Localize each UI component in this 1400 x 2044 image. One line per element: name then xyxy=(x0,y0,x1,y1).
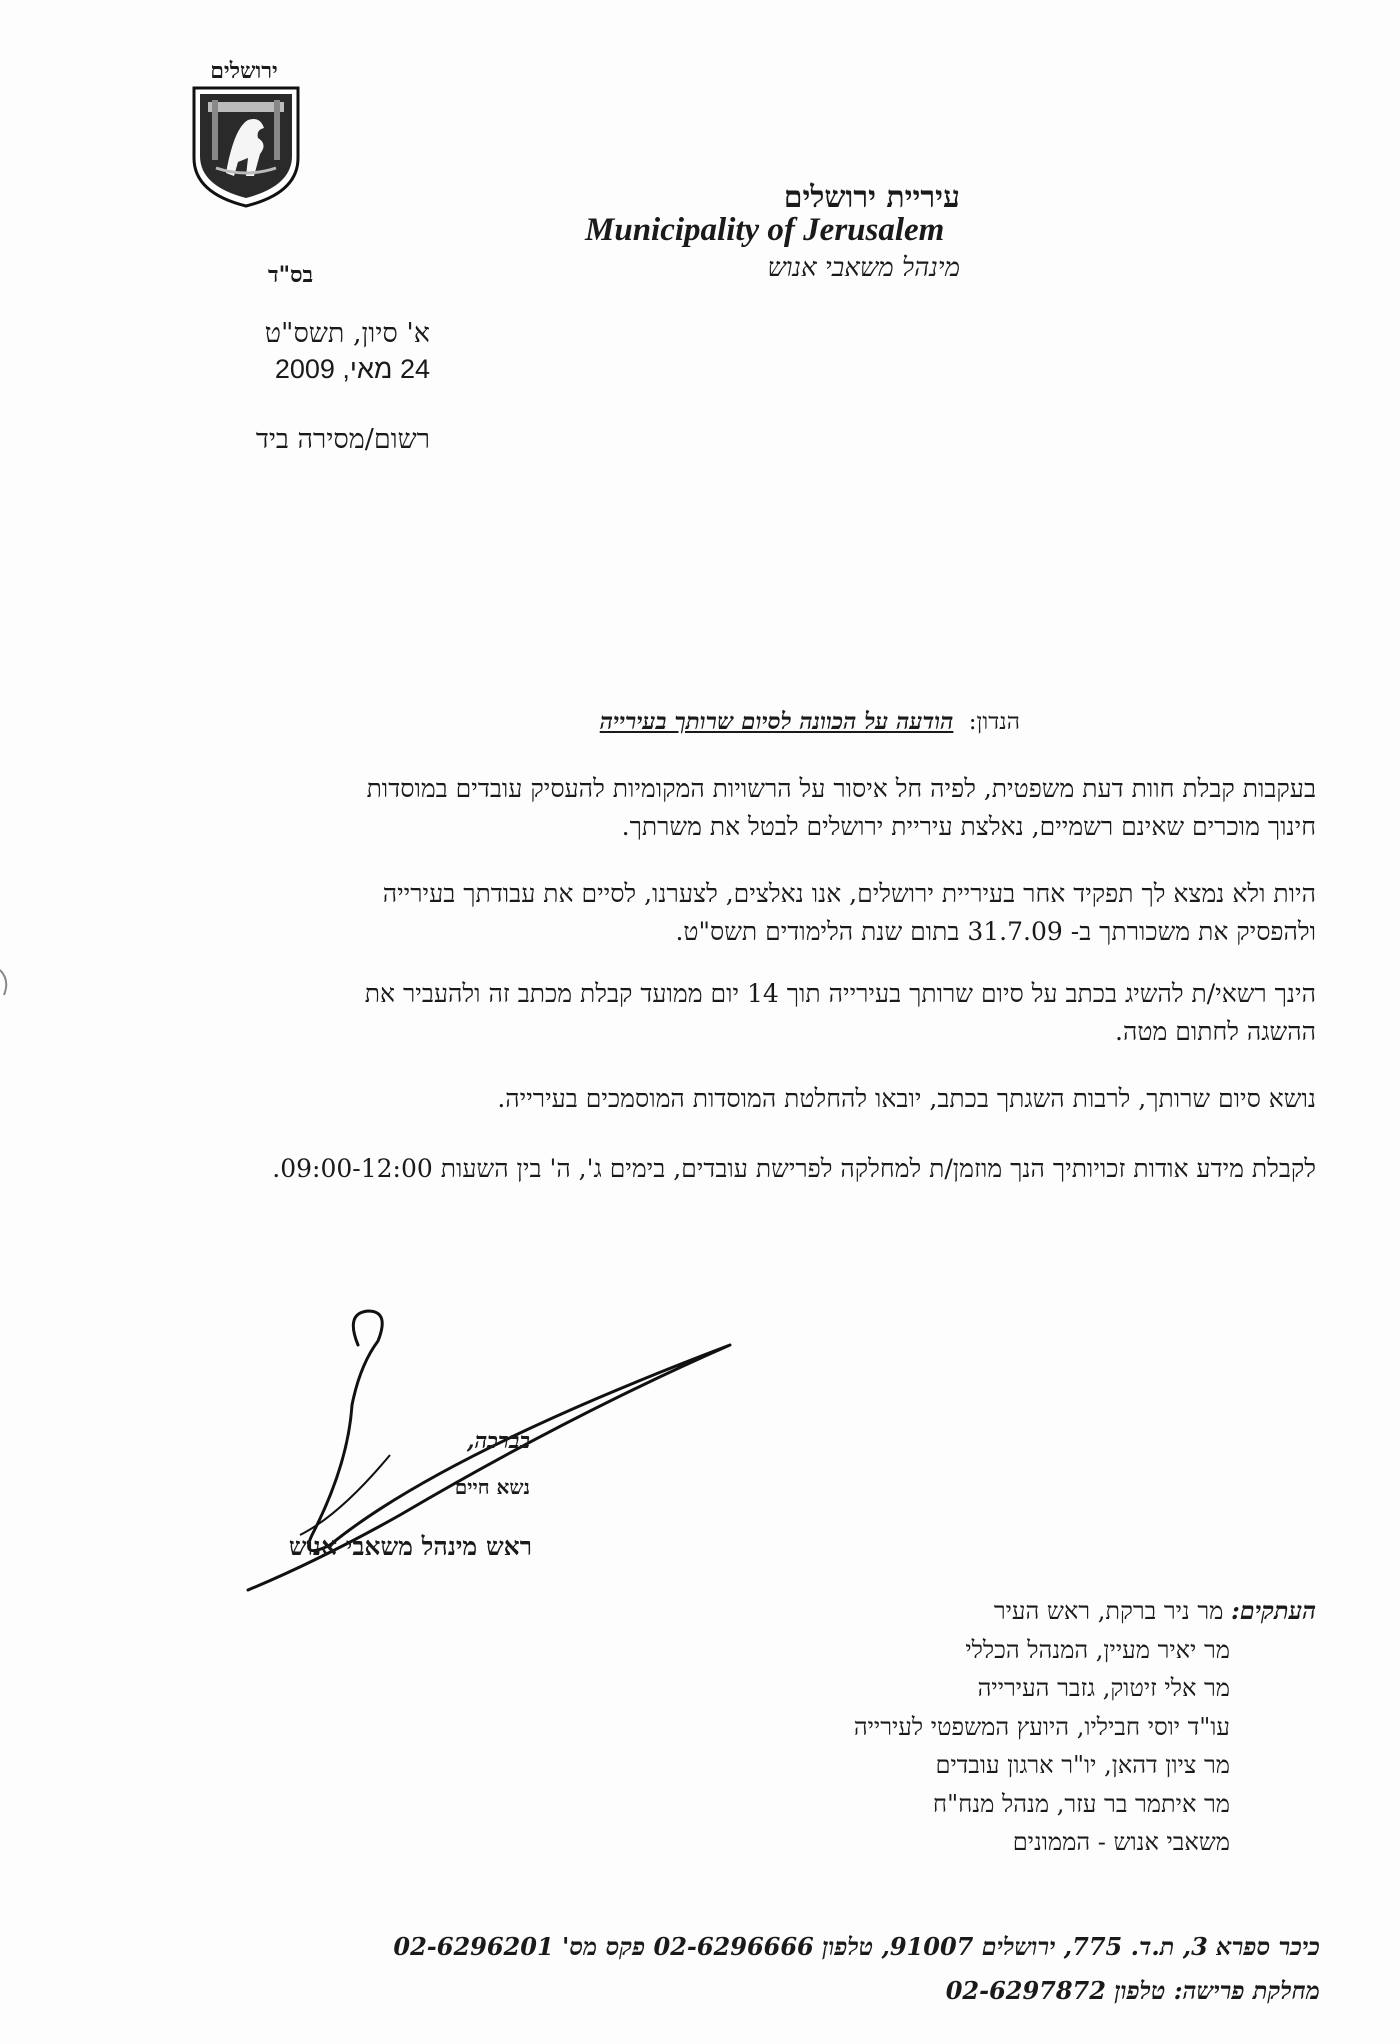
cc-first-row xyxy=(854,1592,1316,1631)
paragraph-line: חינוך מוכרים שאינם רשמיים, נאלצת עיריית ירושלים לבטל את משרתך. xyxy=(621,812,1316,841)
municipality-name-english: Municipality of Jerusalem xyxy=(585,212,945,248)
paragraph-line: ההשגה לחתום מטה. xyxy=(1115,1017,1316,1046)
footer-address: כיכר ספרא 3, ת.ד. 775, ירושלים 91007, טלפון 02-6296666 פקס מס' 02-6296201 xyxy=(393,1932,1320,1961)
cc-recipient: מר איתמר בר עזר, מנהל מנח"ח xyxy=(932,1789,1230,1818)
closing-greeting: בברכה, xyxy=(466,1428,530,1454)
cc-recipient: מר ציון דהאן, יו"ר ארגון עובדים xyxy=(935,1751,1230,1779)
emblem-title: ירושלים xyxy=(210,58,278,84)
hebrew-date: א' סיון, תשס"ט xyxy=(264,318,430,349)
cc-label: העתקים: xyxy=(1231,1596,1316,1625)
body-paragraph-4 xyxy=(76,1080,1316,1118)
paragraph-line: לקבלת מידע אודות זכויותיך הנך מוזמן/ת למחלקה לפרישת עובדים, בימים ג', ה' בין השעות 09:00-12:00. xyxy=(272,1154,1316,1183)
body-paragraph-2 xyxy=(76,875,1316,951)
department-name: מינהל משאבי אנוש xyxy=(767,253,960,283)
scan-noise xyxy=(0,950,40,1010)
body-paragraph-1 xyxy=(76,770,1316,846)
footer-retirement-dept: מחלקת פרישה: טלפון 02-6297872 xyxy=(945,1976,1320,2005)
cc-recipient: מר ניר ברקת, ראש העיר xyxy=(993,1597,1224,1625)
body-paragraph-3 xyxy=(76,975,1316,1051)
gregorian-date: 24 מאי, 2009 xyxy=(274,354,430,384)
subject-text: הודעה על הכוונה לסיום שרותך בעירייה xyxy=(599,708,954,735)
subject-label: הנדון: xyxy=(968,709,1020,735)
subject-line xyxy=(600,708,1020,735)
cc-recipient: מר אלי זיטוק, גזבר העירייה xyxy=(977,1674,1230,1702)
cc-recipient: מר יאיר מעיין, המנהל הכללי xyxy=(965,1635,1230,1664)
municipality-name-hebrew: עיריית ירושלים xyxy=(783,180,960,215)
paragraph-line: ולהפסיק את משכורתך ב- 31.7.09 בתום שנת הלימודים תשס"ט. xyxy=(675,917,1316,946)
paragraph-line: נושא סיום שרותך, לרבות השגתך בכתב, יובאו להחלטת המוסדות המוסמכים בעירייה. xyxy=(497,1084,1316,1113)
cc-list xyxy=(854,1592,1316,1862)
body-paragraph-5 xyxy=(76,1150,1316,1188)
cc-recipient: משאבי אנוש - הממונים xyxy=(1012,1828,1230,1856)
paragraph-line: בעקבות קבלת חוות דעת משפטית, לפיה חל איסור על הרשויות המקומיות להעסיק עובדים במוסדות xyxy=(366,774,1316,803)
delivery-method: רשום/מסירה ביד xyxy=(255,424,430,455)
signer-name: נשא חיים xyxy=(454,1475,530,1499)
paragraph-line: הינך רשאי/ת להשיג בכתב על סיום שרותך בעירייה תוך 14 יום ממועד קבלת מכתב זה ולהעביר את xyxy=(364,979,1316,1008)
cc-recipient: עו"ד יוסי חביליו, היועץ המשפטי לעירייה xyxy=(853,1712,1230,1741)
paragraph-line: היות ולא נמצא לך תפקיד אחר בעיריית ירושלים, אנו נאלצים, לצערנו, לסיים את עבודתך בעירייה xyxy=(382,879,1316,908)
signer-title: ראש מינהל משאבי אנוש xyxy=(288,1532,532,1561)
bsd-mark: בס"ד xyxy=(268,262,314,288)
